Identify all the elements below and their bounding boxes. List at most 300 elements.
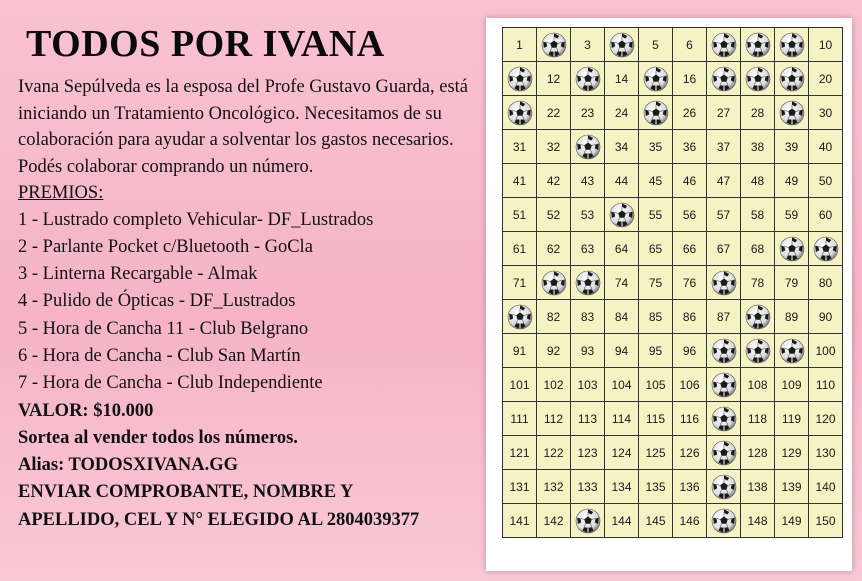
grid-cell-number[interactable] (741, 436, 775, 470)
grid-cell-taken[interactable] (639, 62, 673, 96)
grid-cell-number[interactable] (537, 470, 571, 504)
grid-cell-taken[interactable] (775, 28, 809, 62)
grid-cell-number[interactable] (639, 232, 673, 266)
grid-cell-number[interactable] (673, 334, 707, 368)
cell-number: 79 (784, 275, 799, 290)
grid-cell-number[interactable] (571, 28, 605, 62)
grid-cell-number[interactable] (741, 198, 775, 232)
cell-number: 101 (509, 377, 530, 392)
cell-number: 39 (784, 139, 799, 154)
grid-cell-taken[interactable] (503, 62, 537, 96)
grid-cell-number[interactable] (809, 402, 843, 436)
grid-cell-number[interactable] (809, 334, 843, 368)
cell-number: 121 (509, 445, 530, 460)
grid-cell-number[interactable] (707, 232, 741, 266)
cell-number: 58 (750, 207, 765, 222)
grid-cell-number[interactable] (571, 300, 605, 334)
prize-item: 5 - Hora de Cancha 11 - Club Belgrano (18, 318, 309, 339)
cell-number: 104 (611, 377, 632, 392)
grid-cell-number[interactable] (673, 232, 707, 266)
cell-number: 118 (747, 411, 768, 426)
grid-cell-number[interactable] (775, 436, 809, 470)
grid-cell-number[interactable] (639, 28, 673, 62)
cell-number: 32 (546, 139, 561, 154)
grid-cell-taken[interactable] (809, 232, 843, 266)
grid-cell-number[interactable] (673, 402, 707, 436)
grid-cell-number[interactable] (775, 368, 809, 402)
soccer-ball-icon (711, 66, 737, 92)
soccer-ball-icon (575, 270, 601, 296)
grid-cell-number[interactable] (537, 164, 571, 198)
cell-number: 26 (682, 105, 697, 120)
grid-cell-number[interactable] (809, 504, 843, 538)
soccer-ball-icon (711, 338, 737, 364)
grid-cell-number[interactable] (707, 198, 741, 232)
cell-number: 57 (716, 207, 731, 222)
cell-number: 95 (648, 343, 663, 358)
grid-cell-number[interactable] (707, 300, 741, 334)
cell-number: 71 (512, 275, 527, 290)
cell-number: 135 (645, 479, 666, 494)
soccer-ball-icon (609, 202, 635, 228)
grid-cell-number[interactable] (673, 368, 707, 402)
grid-cell-number[interactable] (605, 232, 639, 266)
grid-cell-number[interactable] (503, 334, 537, 368)
grid-cell-taken[interactable] (741, 28, 775, 62)
grid-cell-number[interactable] (809, 198, 843, 232)
cell-number: 38 (750, 139, 765, 154)
cell-number: 108 (747, 377, 768, 392)
grid-cell-number[interactable] (503, 232, 537, 266)
cell-number: 130 (815, 445, 836, 460)
cell-number: 90 (818, 309, 833, 324)
cell-number: 91 (512, 343, 527, 358)
grid-cell-number[interactable] (571, 232, 605, 266)
grid-cell-number[interactable] (605, 130, 639, 164)
info-panel (18, 20, 488, 534)
grid-cell-number[interactable] (673, 470, 707, 504)
cell-number: 65 (648, 241, 663, 256)
grid-cell-number[interactable] (503, 470, 537, 504)
grid-cell-number[interactable] (537, 504, 571, 538)
cell-number: 46 (682, 173, 697, 188)
grid-cell-number[interactable] (571, 470, 605, 504)
grid-cell-number[interactable] (673, 436, 707, 470)
cell-number: 123 (577, 445, 598, 460)
grid-cell-number[interactable] (537, 334, 571, 368)
prize-item: 7 - Hora de Cancha - Club Independiente (18, 373, 323, 394)
grid-cell-number[interactable] (571, 436, 605, 470)
soccer-ball-icon (779, 66, 805, 92)
grid-cell-number[interactable] (809, 436, 843, 470)
grid-cell-taken[interactable] (605, 28, 639, 62)
cell-number: 87 (716, 309, 731, 324)
grid-cell-number[interactable] (673, 28, 707, 62)
grid-cell-number[interactable] (537, 130, 571, 164)
soccer-ball-icon (507, 100, 533, 126)
cell-number: 100 (815, 343, 836, 358)
cell-number: 67 (716, 241, 731, 256)
grid-cell-number[interactable] (809, 164, 843, 198)
grid-cell-taken[interactable] (571, 266, 605, 300)
grid-cell-number[interactable] (809, 28, 843, 62)
grid-cell-number[interactable] (639, 198, 673, 232)
soccer-ball-icon (575, 134, 601, 160)
description-text: Ivana Sepúlveda es la esposa del Profe Gustavo Guarda, está iniciando un Tratamiento Oncológico. Necesitamos de su colaboración para ayudar a solventar los gastos necesarios. Podés colaborar comprando un número. (18, 77, 469, 177)
cell-number: 82 (546, 309, 561, 324)
cell-number: 74 (614, 275, 629, 290)
cell-number: 78 (750, 275, 765, 290)
grid-cell-number[interactable] (503, 28, 537, 62)
grid-cell-taken[interactable] (707, 334, 741, 368)
grid-cell-number[interactable] (809, 368, 843, 402)
cell-number: 111 (510, 411, 529, 426)
grid-cell-number[interactable] (741, 470, 775, 504)
grid-cell-number[interactable] (571, 198, 605, 232)
soccer-ball-icon (711, 32, 737, 58)
grid-cell-taken[interactable] (775, 96, 809, 130)
grid-cell-taken[interactable] (707, 470, 741, 504)
cell-number: 86 (682, 309, 697, 324)
cell-number: 84 (614, 309, 629, 324)
soccer-ball-icon (779, 338, 805, 364)
soccer-ball-icon (575, 508, 601, 534)
cell-number: 3 (584, 37, 591, 52)
cell-number: 125 (645, 445, 666, 460)
cell-number: 103 (577, 377, 598, 392)
grid-cell-number[interactable] (605, 470, 639, 504)
soccer-ball-icon (813, 236, 839, 262)
grid-cell-number[interactable] (673, 164, 707, 198)
grid-cell-number[interactable] (741, 368, 775, 402)
grid-cell-number[interactable] (571, 334, 605, 368)
cell-number: 142 (543, 513, 564, 528)
soccer-ball-icon (711, 474, 737, 500)
value-line: VALOR: $10.000 (18, 400, 154, 421)
cell-number: 37 (716, 139, 731, 154)
cell-number: 114 (611, 411, 632, 426)
grid-cell-number[interactable] (741, 130, 775, 164)
grid-cell-taken[interactable] (537, 266, 571, 300)
grid-cell-number[interactable] (639, 334, 673, 368)
cell-number: 116 (679, 411, 700, 426)
cell-number: 129 (781, 445, 802, 460)
grid-cell-taken[interactable] (571, 62, 605, 96)
cell-number: 80 (818, 275, 833, 290)
cell-number: 68 (750, 241, 765, 256)
grid-cell-number[interactable] (503, 402, 537, 436)
grid-cell-taken[interactable] (707, 504, 741, 538)
cell-number: 112 (543, 411, 564, 426)
cell-number: 145 (645, 513, 666, 528)
cell-number: 40 (818, 139, 833, 154)
grid-cell-number[interactable] (707, 130, 741, 164)
grid-cell-number[interactable] (503, 266, 537, 300)
cell-number: 115 (645, 411, 666, 426)
grid-cell-number[interactable] (605, 164, 639, 198)
grid-cell-number[interactable] (571, 96, 605, 130)
grid-cell-number[interactable] (673, 300, 707, 334)
cell-number: 138 (747, 479, 768, 494)
cell-number: 131 (509, 479, 530, 494)
cell-number: 49 (784, 173, 799, 188)
grid-cell-number[interactable] (673, 130, 707, 164)
soccer-ball-icon (507, 66, 533, 92)
grid-cell-number[interactable] (605, 402, 639, 436)
grid-cell-number[interactable] (537, 402, 571, 436)
cell-number: 105 (645, 377, 666, 392)
cell-number: 6 (686, 37, 693, 52)
cell-number: 22 (546, 105, 561, 120)
cell-number: 144 (611, 513, 632, 528)
grid-cell-taken[interactable] (707, 402, 741, 436)
cell-number: 48 (750, 173, 765, 188)
cell-number: 66 (682, 241, 697, 256)
prizes-heading: PREMIOS: (18, 183, 104, 203)
cell-number: 110 (815, 377, 836, 392)
cell-number: 128 (747, 445, 768, 460)
grid-cell-number[interactable] (741, 96, 775, 130)
cell-number: 94 (614, 343, 629, 358)
cell-number: 75 (648, 275, 663, 290)
grid-cell-taken[interactable] (707, 266, 741, 300)
grid-cell-number[interactable] (503, 436, 537, 470)
cell-number: 55 (648, 207, 663, 222)
send-instructions-line: APELLIDO, CEL Y N° ELEGIDO AL 2804039377 (18, 509, 420, 530)
cell-number: 47 (716, 173, 731, 188)
grid-cell-number[interactable] (639, 368, 673, 402)
grid-cell-number[interactable] (673, 266, 707, 300)
grid-cell-number[interactable] (775, 198, 809, 232)
cell-number: 51 (512, 207, 527, 222)
cell-number: 10 (818, 37, 833, 52)
grid-cell-taken[interactable] (503, 96, 537, 130)
grid-cell-taken[interactable] (775, 232, 809, 266)
grid-cell-number[interactable] (605, 368, 639, 402)
cell-number: 124 (611, 445, 632, 460)
soccer-ball-icon (609, 32, 635, 58)
soccer-ball-icon (541, 32, 567, 58)
grid-cell-number[interactable] (503, 130, 537, 164)
grid-cell-number[interactable] (741, 402, 775, 436)
cell-number: 43 (580, 173, 595, 188)
grid-cell-number[interactable] (537, 368, 571, 402)
cell-number: 60 (818, 207, 833, 222)
grid-cell-taken[interactable] (775, 334, 809, 368)
cell-number: 134 (611, 479, 632, 494)
soccer-ball-icon (745, 32, 771, 58)
grid-cell-number[interactable] (741, 504, 775, 538)
cell-number: 122 (543, 445, 564, 460)
grid-cell-number[interactable] (673, 504, 707, 538)
grid-cell-number[interactable] (673, 96, 707, 130)
grid-cell-number[interactable] (775, 300, 809, 334)
grid-cell-number[interactable] (809, 266, 843, 300)
cell-number: 50 (818, 173, 833, 188)
grid-cell-number[interactable] (605, 300, 639, 334)
grid-cell-taken[interactable] (707, 436, 741, 470)
grid-cell-number[interactable] (775, 164, 809, 198)
prize-item: 2 - Parlante Pocket c/Bluetooth - GoCla (18, 236, 313, 257)
soccer-ball-icon (779, 236, 805, 262)
prize-item: 4 - Pulido de Ópticas - DF_Lustrados (18, 291, 296, 312)
grid-cell-number[interactable] (503, 198, 537, 232)
grid-cell-number[interactable] (571, 402, 605, 436)
grid-cell-number[interactable] (503, 164, 537, 198)
cell-number: 83 (580, 309, 595, 324)
cell-number: 150 (815, 513, 836, 528)
cell-number: 62 (546, 241, 561, 256)
cell-number: 24 (614, 105, 629, 120)
soccer-ball-icon (711, 406, 737, 432)
grid-cell-taken[interactable] (639, 96, 673, 130)
grid-cell-number[interactable] (741, 164, 775, 198)
grid-cell-number[interactable] (605, 62, 639, 96)
cell-number: 85 (648, 309, 663, 324)
grid-cell-taken[interactable] (503, 300, 537, 334)
grid-cell-number[interactable] (605, 266, 639, 300)
grid-cell-number[interactable] (537, 436, 571, 470)
draw-line: Sortea al vender todos los números. (18, 427, 298, 448)
grid-cell-number[interactable] (605, 334, 639, 368)
grid-cell-number[interactable] (639, 470, 673, 504)
grid-cell-number[interactable] (809, 300, 843, 334)
grid-cell-number[interactable] (537, 96, 571, 130)
cell-number: 35 (648, 139, 663, 154)
cell-number: 136 (679, 479, 700, 494)
grid-cell-number[interactable] (741, 232, 775, 266)
cell-number: 44 (614, 173, 629, 188)
soccer-ball-icon (745, 304, 771, 330)
prize-item: 1 - Lustrado completo Vehicular- DF_Lustrados (18, 209, 374, 230)
grid-cell-taken[interactable] (707, 62, 741, 96)
soccer-ball-icon (711, 270, 737, 296)
grid-cell-number[interactable] (605, 504, 639, 538)
soccer-ball-icon (507, 304, 533, 330)
cell-number: 16 (682, 71, 697, 86)
grid-cell-number[interactable] (503, 504, 537, 538)
cell-number: 30 (818, 105, 833, 120)
grid-cell-taken[interactable] (537, 28, 571, 62)
cell-number: 96 (682, 343, 697, 358)
cell-number: 141 (509, 513, 530, 528)
soccer-ball-icon (745, 338, 771, 364)
grid-cell-number[interactable] (809, 96, 843, 130)
soccer-ball-icon (779, 32, 805, 58)
cell-number: 149 (781, 513, 802, 528)
grid-cell-number[interactable] (775, 266, 809, 300)
grid-cell-number[interactable] (537, 62, 571, 96)
cell-number: 109 (781, 377, 802, 392)
cell-number: 76 (682, 275, 697, 290)
grid-cell-number[interactable] (775, 470, 809, 504)
grid-cell-number[interactable] (809, 62, 843, 96)
cell-number: 146 (679, 513, 700, 528)
grid-cell-number[interactable] (639, 504, 673, 538)
grid-cell-number[interactable] (639, 130, 673, 164)
cell-number: 12 (546, 71, 561, 86)
cell-number: 148 (747, 513, 768, 528)
cell-number: 102 (543, 377, 564, 392)
grid-cell-number[interactable] (775, 504, 809, 538)
grid-cell-number[interactable] (639, 266, 673, 300)
grid-cell-number[interactable] (673, 198, 707, 232)
grid-cell-taken[interactable] (605, 198, 639, 232)
cell-number: 120 (815, 411, 836, 426)
cell-number: 45 (648, 173, 663, 188)
grid-cell-number[interactable] (639, 300, 673, 334)
grid-cell-number[interactable] (775, 402, 809, 436)
cell-number: 42 (546, 173, 561, 188)
soccer-ball-icon (643, 66, 669, 92)
grid-cell-taken[interactable] (741, 62, 775, 96)
grid-cell-number[interactable] (571, 368, 605, 402)
soccer-ball-icon (711, 508, 737, 534)
cell-number: 64 (614, 241, 629, 256)
cell-number: 92 (546, 343, 561, 358)
grid-cell-number[interactable] (707, 164, 741, 198)
grid-cell-taken[interactable] (741, 300, 775, 334)
cell-number: 139 (781, 479, 802, 494)
cell-number: 31 (512, 139, 527, 154)
grid-cell-taken[interactable] (775, 62, 809, 96)
cell-number: 106 (679, 377, 700, 392)
grid-cell-taken[interactable] (571, 130, 605, 164)
cell-number: 133 (577, 479, 598, 494)
grid-cell-number[interactable] (605, 436, 639, 470)
grid-cell-number[interactable] (571, 164, 605, 198)
grid-cell-number[interactable] (503, 368, 537, 402)
grid-cell-number[interactable] (707, 96, 741, 130)
soccer-ball-icon (711, 372, 737, 398)
cell-number: 53 (580, 207, 595, 222)
grid-cell-number[interactable] (605, 96, 639, 130)
soccer-ball-icon (541, 270, 567, 296)
cell-number: 5 (652, 37, 659, 52)
grid-cell-number[interactable] (537, 198, 571, 232)
grid-cell-number[interactable] (537, 232, 571, 266)
grid-cell-taken[interactable] (707, 368, 741, 402)
grid-cell-number[interactable] (809, 470, 843, 504)
page-title: TODOS POR IVANA (26, 23, 385, 65)
grid-cell-taken[interactable] (707, 28, 741, 62)
grid-cell-number[interactable] (673, 62, 707, 96)
grid-cell-taken[interactable] (571, 504, 605, 538)
grid-cell-number[interactable] (741, 266, 775, 300)
grid-cell-number[interactable] (639, 164, 673, 198)
cell-number: 119 (781, 411, 802, 426)
grid-cell-number[interactable] (639, 402, 673, 436)
cell-number: 126 (679, 445, 700, 460)
cell-number: 93 (580, 343, 595, 358)
grid-cell-number[interactable] (537, 300, 571, 334)
grid-cell-taken[interactable] (741, 334, 775, 368)
cell-number: 140 (815, 479, 836, 494)
cell-number: 36 (682, 139, 697, 154)
cell-number: 23 (580, 105, 595, 120)
cell-number: 1 (516, 37, 523, 52)
cell-number: 41 (512, 173, 527, 188)
cell-number: 89 (784, 309, 799, 324)
cell-number: 59 (784, 207, 799, 222)
cell-number: 63 (580, 241, 595, 256)
grid-cell-number[interactable] (639, 436, 673, 470)
cell-number: 20 (818, 71, 833, 86)
grid-cell-number[interactable] (775, 130, 809, 164)
send-instructions-line: ENVIAR COMPROBANTE, NOMBRE Y (18, 482, 354, 503)
soccer-ball-icon (575, 66, 601, 92)
grid-cell-number[interactable] (809, 130, 843, 164)
